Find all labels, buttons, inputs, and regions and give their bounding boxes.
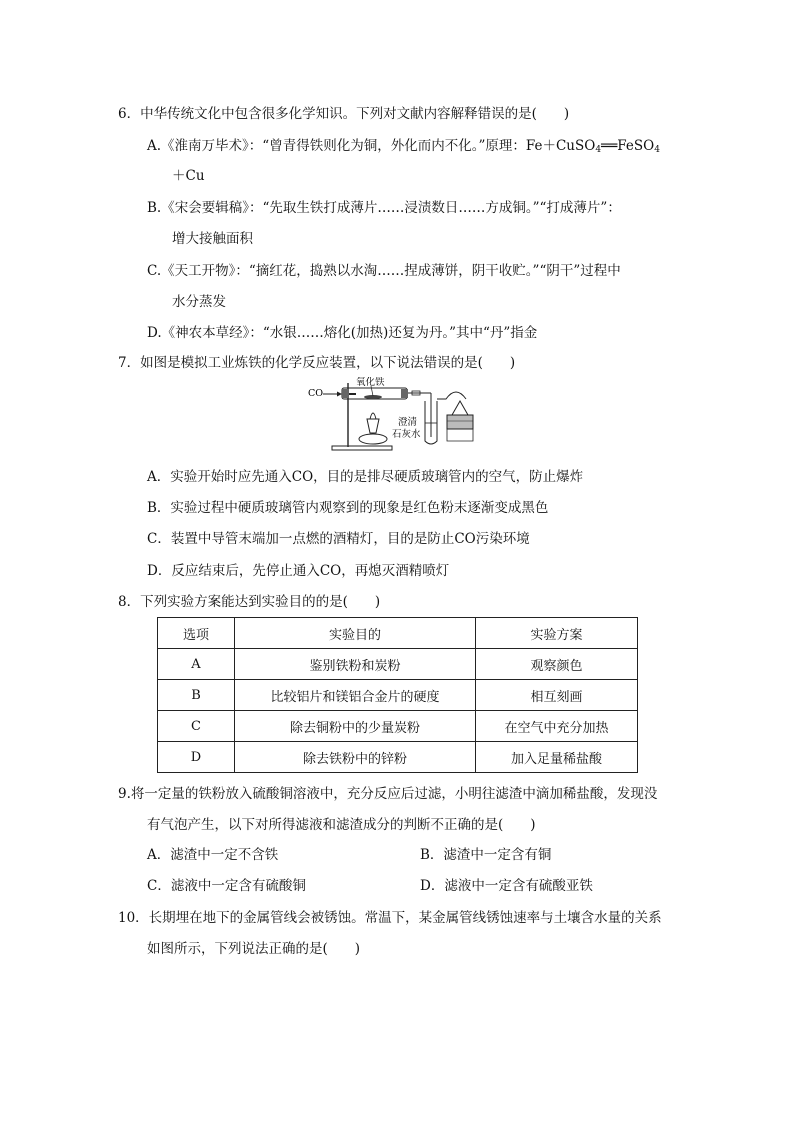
table-cell: 鉴别铁粉和炭粉	[235, 649, 476, 680]
q9-option-a: A．滤渣中一定不含铁	[147, 847, 279, 863]
table-cell: 除去铜粉中的少量炭粉	[235, 711, 476, 742]
table-cell: 比较铝片和镁铝合金片的硬度	[235, 680, 476, 711]
q9-stem: 9.将一定量的铁粉放入硫酸铜溶液中，充分反应后过滤，小明往滤渣中滴加稀盐酸，发现没	[118, 786, 658, 802]
q8-stem: 8．下列实验方案能达到实验目的的是( )	[118, 594, 381, 610]
lamp-stand	[447, 429, 473, 441]
header-option: 选项	[158, 618, 235, 649]
q6-option-c-cont: 水分蒸发	[172, 294, 226, 310]
table-cell: B	[158, 680, 235, 711]
lamp-body	[447, 415, 473, 429]
spirit-lamp-icon	[452, 401, 468, 415]
table-cell: 加入足量稀盐酸	[476, 742, 638, 773]
q6-option-d: D.《神农本草经》：“水银……熔化(加热)还复为丹。”其中“丹”指金	[147, 325, 538, 341]
iron-stand-base	[332, 446, 392, 450]
burner-flame-icon	[370, 413, 376, 419]
co-label: CO	[308, 388, 324, 399]
iron-oxide-label: 氧化铁	[356, 377, 385, 388]
table-row	[158, 742, 638, 773]
exhaust-tube	[437, 392, 466, 399]
q7-option-a: A．实验开始时应先通入CO，目的是排尽硬质玻璃管内的空气，防止爆炸	[147, 469, 584, 485]
burner-base	[359, 434, 387, 444]
q10-stem-cont: 如图所示，下列说法正确的是( )	[147, 941, 361, 957]
table-cell: C	[158, 711, 235, 742]
q6-option-a-text: A.《淮南万毕术》：“曾青得铁则化为铜，外化而内不化。”原理：Fe＋CuSO	[147, 138, 596, 154]
table-cell: 相互刻画	[476, 680, 638, 711]
table-row	[158, 711, 638, 742]
q6-option-a-cont: ＋Cu	[172, 168, 205, 184]
header-plan: 实验方案	[476, 618, 638, 649]
q6-sub-1: 4	[595, 145, 602, 155]
q6-option-b: B.《宋会要辑稿》：“先取生铁打成薄片……浸渍数日……方成铜。”“打成薄片”：	[147, 200, 621, 216]
alcohol-burner	[367, 419, 379, 433]
q9-option-c: C．滤液中一定含有硫酸铜	[147, 878, 306, 894]
q6-sub-2: 4	[654, 145, 660, 155]
table-cell: 观察颜色	[476, 649, 638, 680]
q7-option-c: C．装置中导管末端加一点燃的酒精灯，目的是防止CO污染环境	[147, 531, 530, 547]
table-cell: 在空气中充分加热	[476, 711, 638, 742]
limewater-label-1: 澄清	[398, 417, 418, 428]
q7-stem: 7．如图是模拟工业炼铁的化学反应装置，以下说法错误的是( )	[118, 355, 516, 371]
iron-smelting-apparatus-figure	[306, 377, 486, 455]
limewater-label-2: 石灰水	[392, 429, 421, 440]
header-purpose: 实验目的	[235, 618, 476, 649]
q7-option-d: D．反应结束后，先停止通入CO，再熄灭酒精喷灯	[147, 563, 450, 579]
q6-option-a	[147, 136, 660, 160]
q6-option-c: C.《天工开物》：“摘红花，捣熟以水淘……捏成薄饼，阴干收贮。”“阴干”过程中	[147, 263, 621, 279]
experiment-plan-table	[157, 617, 638, 773]
q7-option-b: B．实验过程中硬质玻璃管内观察到的现象是红色粉末逐渐变成黑色	[147, 500, 549, 516]
q6-option-a-eq: ══FeSO	[601, 138, 655, 154]
table-row	[158, 649, 638, 680]
q10-stem: 10．长期埋在地下的金属管线会被锈蚀。常温下，某金属管线锈蚀速率与土壤含水量的关系	[118, 910, 662, 926]
q9-stem-cont: 有气泡产生，以下对所得滤液和滤渣成分的判断不正确的是( )	[147, 817, 536, 833]
table-cell: A	[158, 649, 235, 680]
q9-option-d: D．滤液中一定含有硫酸亚铁	[420, 878, 593, 894]
co-arrow-head	[337, 392, 342, 397]
q9-option-b: B．滤渣中一定含有铜	[420, 847, 552, 863]
tube-stopper-left	[342, 389, 349, 398]
tube-stopper-right	[401, 389, 408, 398]
q6-option-b-cont: 增大接触面积	[172, 231, 253, 247]
q6-stem: 6．中华传统文化中包含很多化学知识。下列对文献内容解释错误的是( )	[118, 106, 570, 122]
table-row	[158, 680, 638, 711]
table-header-row	[158, 618, 638, 649]
table-cell: D	[158, 742, 235, 773]
table-cell: 除去铁粉中的锌粉	[235, 742, 476, 773]
